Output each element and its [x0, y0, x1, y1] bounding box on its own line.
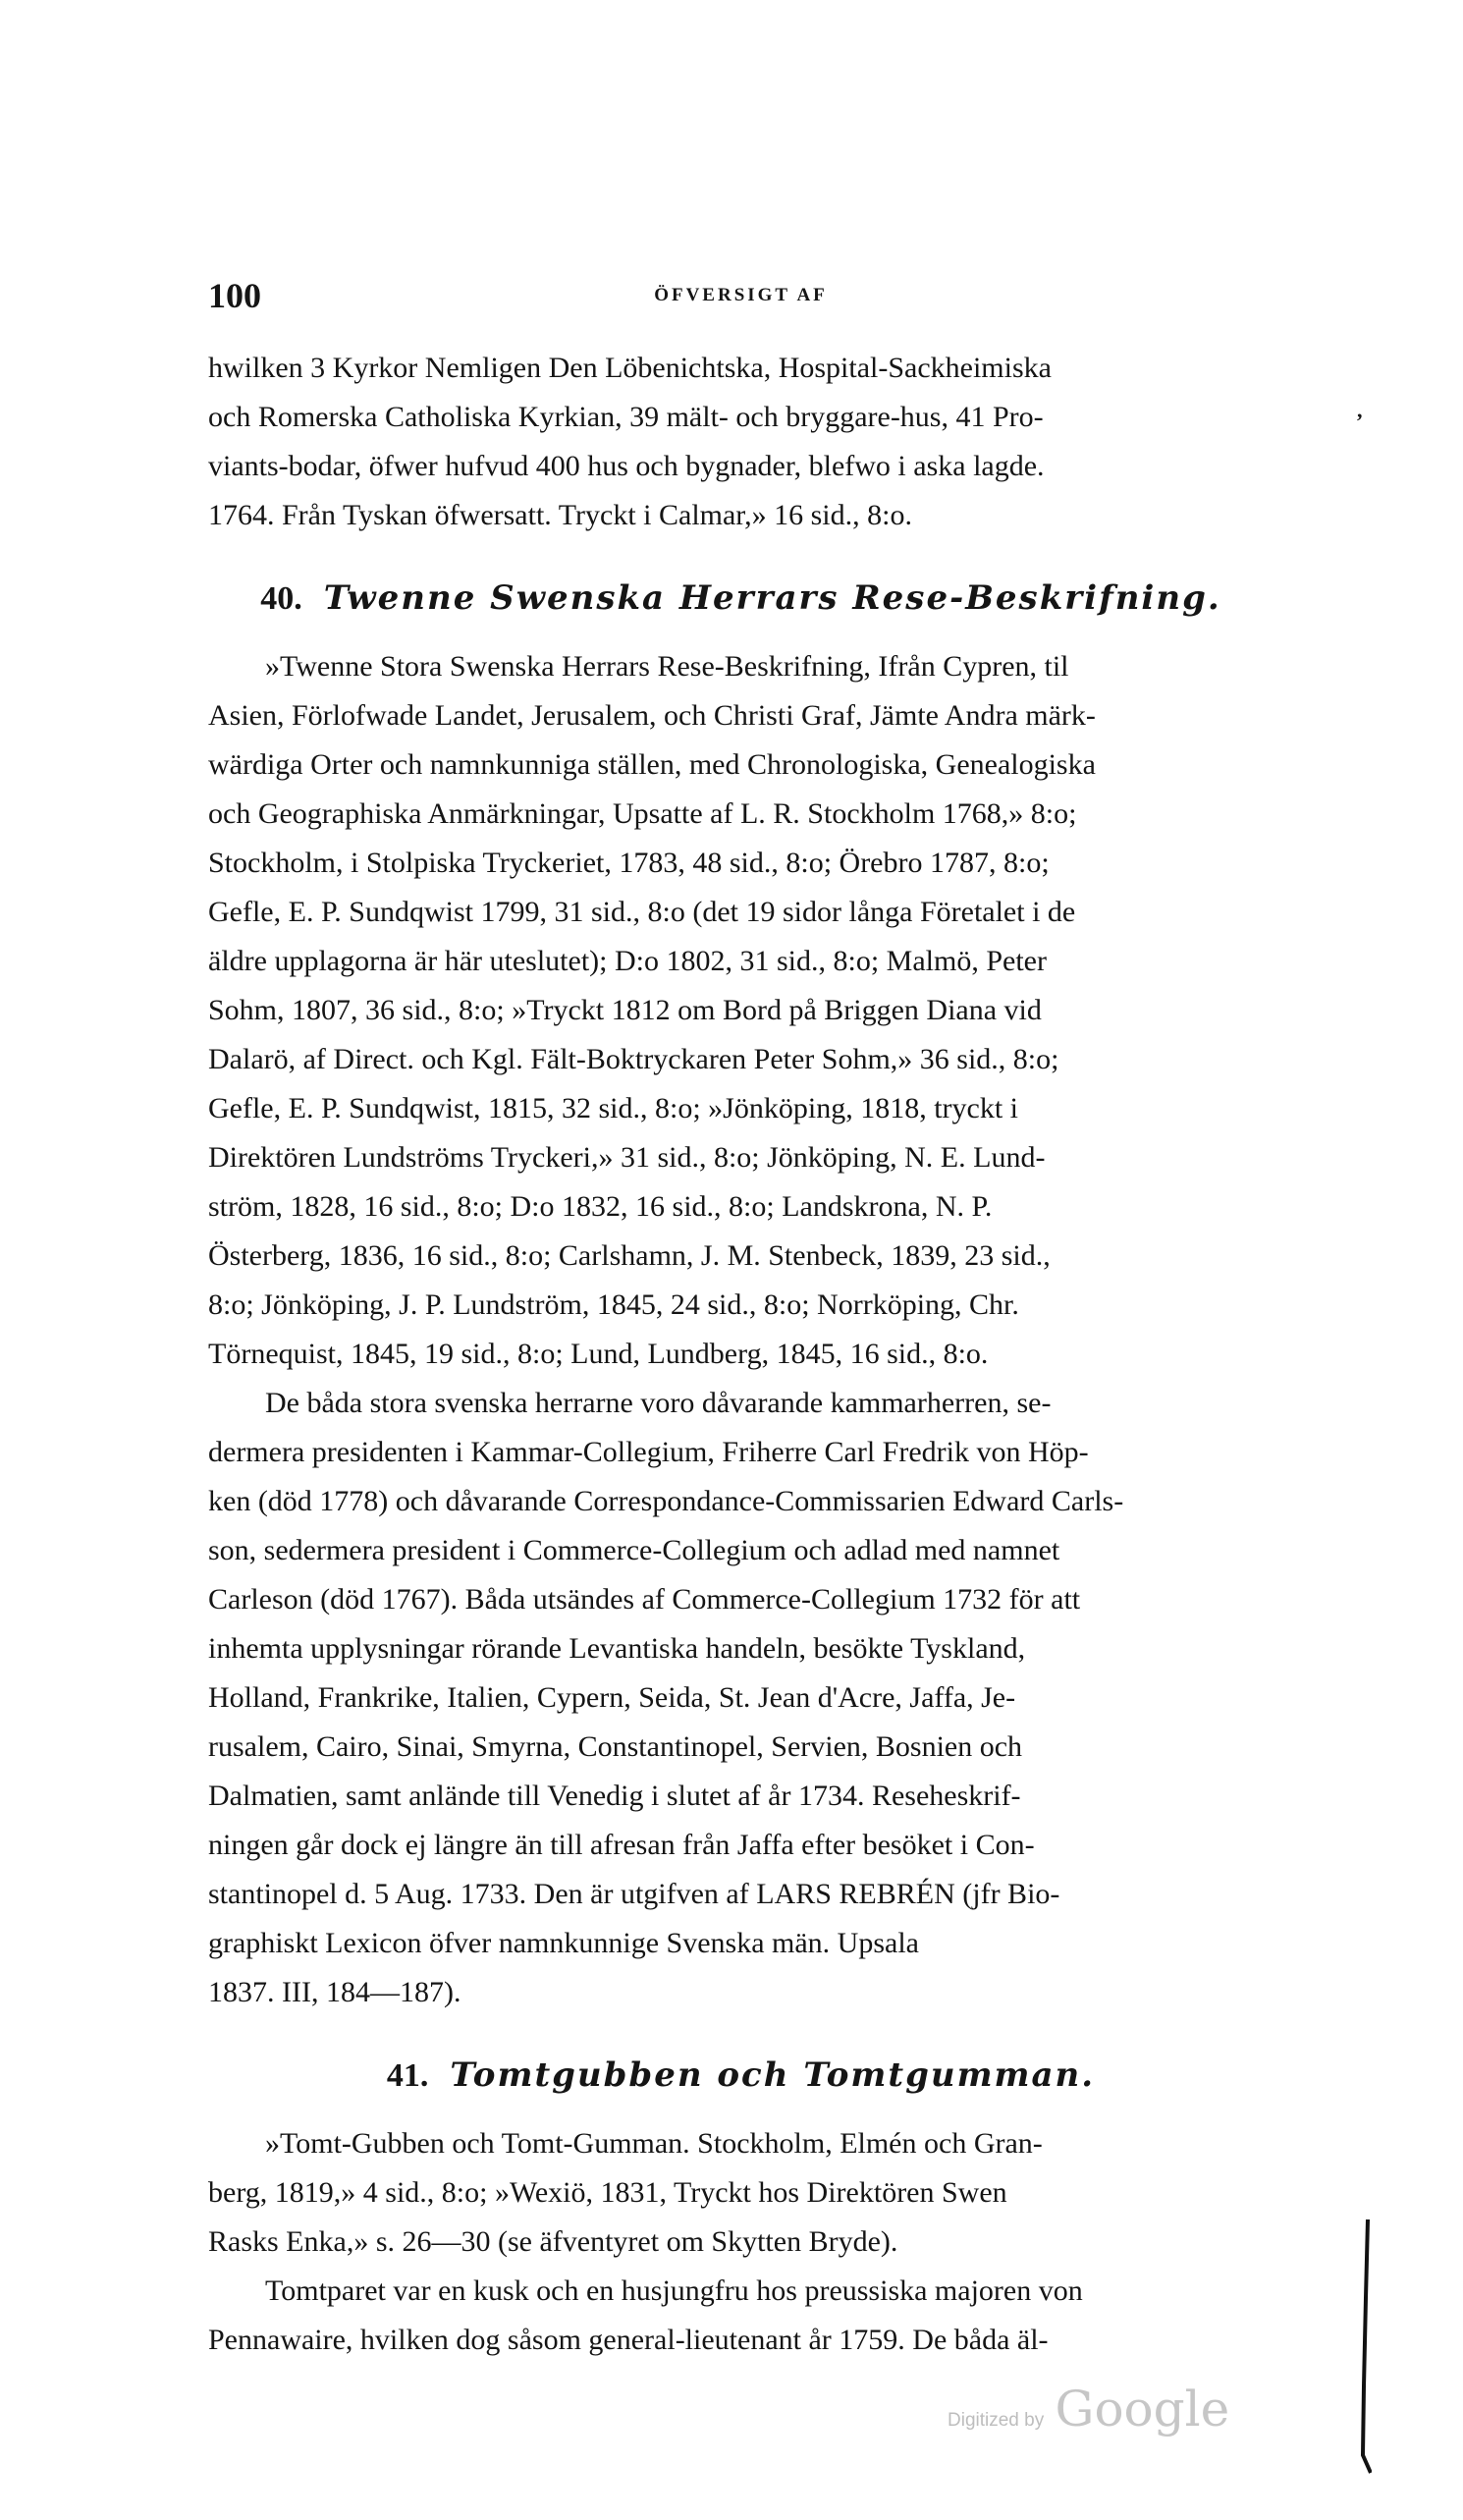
text-line: berg, 1819,» 4 sid., 8:o; »Wexiö, 1831, Tryckt hos Direktören Swen	[208, 2176, 1007, 2209]
text-line: Asien, Förlofwade Landet, Jerusalem, och Christi Graf, Jämte Andra märk-	[208, 699, 1096, 732]
page-header	[208, 275, 1273, 320]
text-line: Direktören Lundströms Tryckeri,» 31 sid., 8:o; Jönköping, N. E. Lund-	[208, 1141, 1046, 1174]
text-line: 1764. Från Tyskan öfwersatt. Tryckt i Calmar,» 16 sid., 8:o.	[208, 499, 912, 531]
section-number: 40.	[260, 580, 302, 617]
text-line: rusalem, Cairo, Sinai, Smyrna, Constantinopel, Servien, Bosnien och	[208, 1730, 1023, 1763]
text-line: Dalmatien, samt anlände till Venedig i slutet af år 1734. Reseheskrif-	[208, 1780, 1021, 1812]
text-line: Dalarö, af Direct. och Kgl. Fält-Boktryckaren Peter Sohm,» 36 sid., 8:o;	[208, 1043, 1059, 1075]
section-41-paragraph-1	[208, 2119, 1273, 2267]
text-line: inhemta upplysningar rörande Levantiska handeln, besökte Tyskland,	[208, 1632, 1026, 1665]
text-line: viants-bodar, öfwer hufvud 400 hus och bygnader, blefwo i aska lagde.	[208, 450, 1045, 482]
text-line: dermera presidenten i Kammar-Collegium, Friherre Carl Fredrik von Höp-	[208, 1436, 1089, 1468]
text-line: Carleson (död 1767). Båda utsändes af Commerce-Collegium 1732 för att	[208, 1583, 1081, 1616]
section-number: 41.	[386, 2057, 429, 2094]
text-line: 8:o; Jönköping, J. P. Lundström, 1845, 24 sid., 8:o; Norrköping, Chr.	[208, 1288, 1019, 1321]
text-line: hwilken 3 Kyrkor Nemligen Den Löbenichtska, Hospital-Sackheimiska	[208, 352, 1052, 384]
section-41-paragraph-2	[208, 2267, 1273, 2365]
text-line: och Romerska Catholiska Kyrkian, 39 mält- och bryggare-hus, 41 Pro-	[208, 401, 1044, 433]
text-line: Gefle, E. P. Sundqwist, 1815, 32 sid., 8:o; »Jönköping, 1818, tryckt i	[208, 1092, 1018, 1124]
page-number: 100	[208, 276, 261, 315]
intro-paragraph	[208, 344, 1273, 540]
text-line: och Geographiska Anmärkningar, Upsatte af L. R. Stockholm 1768,» 8:o;	[208, 797, 1077, 830]
text-line: Törnequist, 1845, 19 sid., 8:o; Lund, Lundberg, 1845, 16 sid., 8:o.	[208, 1338, 989, 1370]
section-40-heading	[208, 554, 1273, 642]
text-line: Pennawaire, hvilken dog såsom general-lieutenant år 1759. De båda äl-	[208, 2324, 1049, 2356]
text-line: Sohm, 1807, 36 sid., 8:o; »Tryckt 1812 om Bord på Briggen Diana vid	[208, 994, 1042, 1026]
google-logo: Google	[1055, 2381, 1230, 2438]
text-line: Stockholm, i Stolpiska Tryckeriet, 1783, 48 sid., 8:o; Örebro 1787, 8:o;	[208, 847, 1050, 879]
text-line: stantinopel d. 5 Aug. 1733. Den är utgifven af LARS REBRÉN (jfr Bio-	[208, 1878, 1060, 1910]
section-title: Tomtgubben och Tomtgumman.	[450, 2055, 1096, 2095]
text-line: äldre upplagorna är här uteslutet); D:o 1802, 31 sid., 8:o; Malmö, Peter	[208, 945, 1047, 977]
section-title: Twenne Swenska Herrars Rese-Beskrifning.	[323, 578, 1221, 618]
section-41-heading	[208, 2031, 1273, 2119]
watermark-prefix: Digitized by	[948, 2410, 1045, 2431]
text-line: son, sedermera president i Commerce-Collegium och adlad med namnet	[208, 1534, 1060, 1566]
digitized-watermark	[948, 2381, 1229, 2438]
text-line: wärdiga Orter och namnkunniga ställen, med Chronologiska, Genealogiska	[208, 748, 1096, 781]
text-line: Tomtparet var en kusk och en husjungfru hos preussiska majoren von	[265, 2274, 1083, 2307]
text-line: ström, 1828, 16 sid., 8:o; D:o 1832, 16 sid., 8:o; Landskrona, N. P.	[208, 1190, 993, 1223]
page-body	[208, 344, 1273, 2365]
text-line: Gefle, E. P. Sundqwist 1799, 31 sid., 8:o (det 19 sidor långa Företalet i de	[208, 896, 1076, 928]
printing-speck-mark: ,	[1357, 398, 1363, 422]
text-line: De båda stora svenska herrarne voro dåvarande kammarherren, se-	[265, 1387, 1052, 1419]
text-line: Österberg, 1836, 16 sid., 8:o; Carlshamn, J. M. Stenbeck, 1839, 23 sid.,	[208, 1239, 1051, 1272]
running-head: ÖFVERSIGT AF	[654, 285, 828, 305]
section-40-paragraph-2	[208, 1379, 1273, 2017]
text-line: Holland, Frankrike, Italien, Cypern, Seida, St. Jean d'Acre, Jaffa, Je-	[208, 1681, 1016, 1714]
text-line: »Twenne Stora Swenska Herrars Rese-Beskrifning, Ifrån Cypren, til	[265, 650, 1069, 683]
text-line: ningen går dock ej längre än till afresan från Jaffa efter besöket i Con-	[208, 1829, 1035, 1861]
text-line: graphiskt Lexicon öfver namnkunnige Svenska män. Upsala	[208, 1927, 919, 1959]
text-line: ken (död 1778) och dåvarande Correspondance-Commissarien Edward Carls-	[208, 1485, 1124, 1517]
margin-ink-mark	[1360, 2219, 1372, 2475]
section-40-paragraph-1	[208, 642, 1273, 1379]
text-line: 1837. III, 184—187).	[208, 1976, 461, 2008]
text-line: »Tomt-Gubben och Tomt-Gumman. Stockholm, Elmén och Gran-	[265, 2127, 1043, 2160]
text-line: Rasks Enka,» s. 26—30 (se äfventyret om Skytten Bryde).	[208, 2225, 898, 2258]
